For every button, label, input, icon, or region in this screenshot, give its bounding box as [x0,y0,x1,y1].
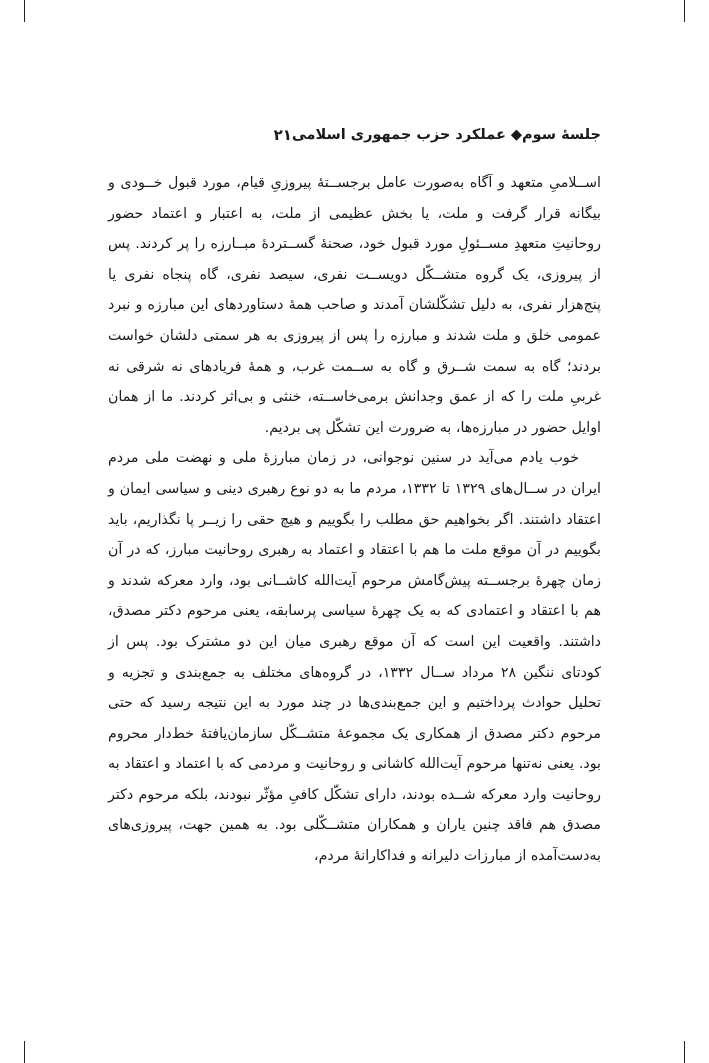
crop-mark-bottom-right [684,1041,685,1063]
crop-mark-top-left [24,0,25,22]
crop-mark-top-right [684,0,685,22]
running-head [108,122,601,148]
page-number: ۲۱ [273,126,292,144]
paragraph-2: خوب یادم می‌آید در سنین نوجوانی، در زمان مبارزهٔ ملی و نهضت ملی مردم ایران در ســال‌های ۱۳۲۹ تا ۱۳۳۲، مردم ما به دو نوع رهبری دینی و سیاسی ایمان و اعتقاد داشتند. اگر بخواهیم حق مطلب را بگوییم و هیچ حقی را زیــر پا نگذاریم، باید بگوییم در آن موقع ملت ما هم با اعتقاد و اعتماد به رهبری روحانیت مبارز، که در آن زمان چهرهٔ برجســته پیش‌گامش مرحوم آیت‌الله کاشــانی بود، وارد معرکه شدند و هم با اعتقاد و اعتمادی که به یک چهرهٔ سیاسی پرسابقه، یعنی مرحوم دکتر مصدق، داشتند. واقعیت این است که آن موقع رهبری میان این دو مشترک بود. پس از کودتای ننگین ۲۸ مرداد ســال ۱۳۳۲، در گروه‌های مختلف به جمع‌بندی و تجزیه و تحلیل حوادث پرداختیم و این جمع‌بندی‌ها در چند مورد به این نتیجه رسید که حتی مرحوم دکتر مصدق از همکاری یک مجموعهٔ متشــکّل سازمان‌یافتهٔ خط‌دار محروم بود. یعنی نه‌تنها مرحوم آیت‌الله کاشانی و روحانیت و مردمی که با اعتماد و اعتقاد به روحانیت وارد معرکه شــده بودند، دارای تشکّل کافیِ مؤثّر نبودند، بلکه مرحوم دکتر مصدق هم فاقد چنین یاران و همکاران متشــکّلی بود. به همین جهت، پیروزی‌های به‌دست‌آمده از مبارزات دلیرانه و فداکارانهٔ مردم، [108,450,601,865]
paragraph-1: اســلامیِ متعهد و آگاه به‌صورت عامل برجســتهٔ پیروزیِ قیام، مورد قبول خــودی و بیگانه قرار گرفت و ملت، یا بخش عظیمی از ملت، به اعتبار و اعتماد حضور روحانیتِ متعهدِ مســئولِ مورد قبول خود، صحنهٔ گســتردهٔ مبــارزه را پر کردند. پس از پیروزی، یک گروه متشــکّل دویســت نفری، سیصد نفری، گاه پنجاه نفری یا پنج‌هزار نفری، به دلیل تشکّلشان آمدند و صاحب همهٔ دستاوردهای این مبارزه و نبرد عمومی خلق و ملت شدند و مبارزه را پس از پیروزی به هر سمتی دلشان خواست بردند؛ گاه به سمت شــرق و گاه به ســمت غرب، و همهٔ فریادهای نه شرقی نه غربیِ ملت را که از عمق وجدانش برمی‌خاســته، خنثی و بی‌اثر کردند. ما از همان اوایل حضور در مبارزه‌ها، به ضرورت این تشکّل پی بردیم. [108,175,601,436]
body-text [108,168,601,872]
crop-mark-bottom-left [24,1041,25,1063]
running-title: جلسهٔ سوم◆ عملکرد حزب جمهوری اسلامی [291,127,601,143]
